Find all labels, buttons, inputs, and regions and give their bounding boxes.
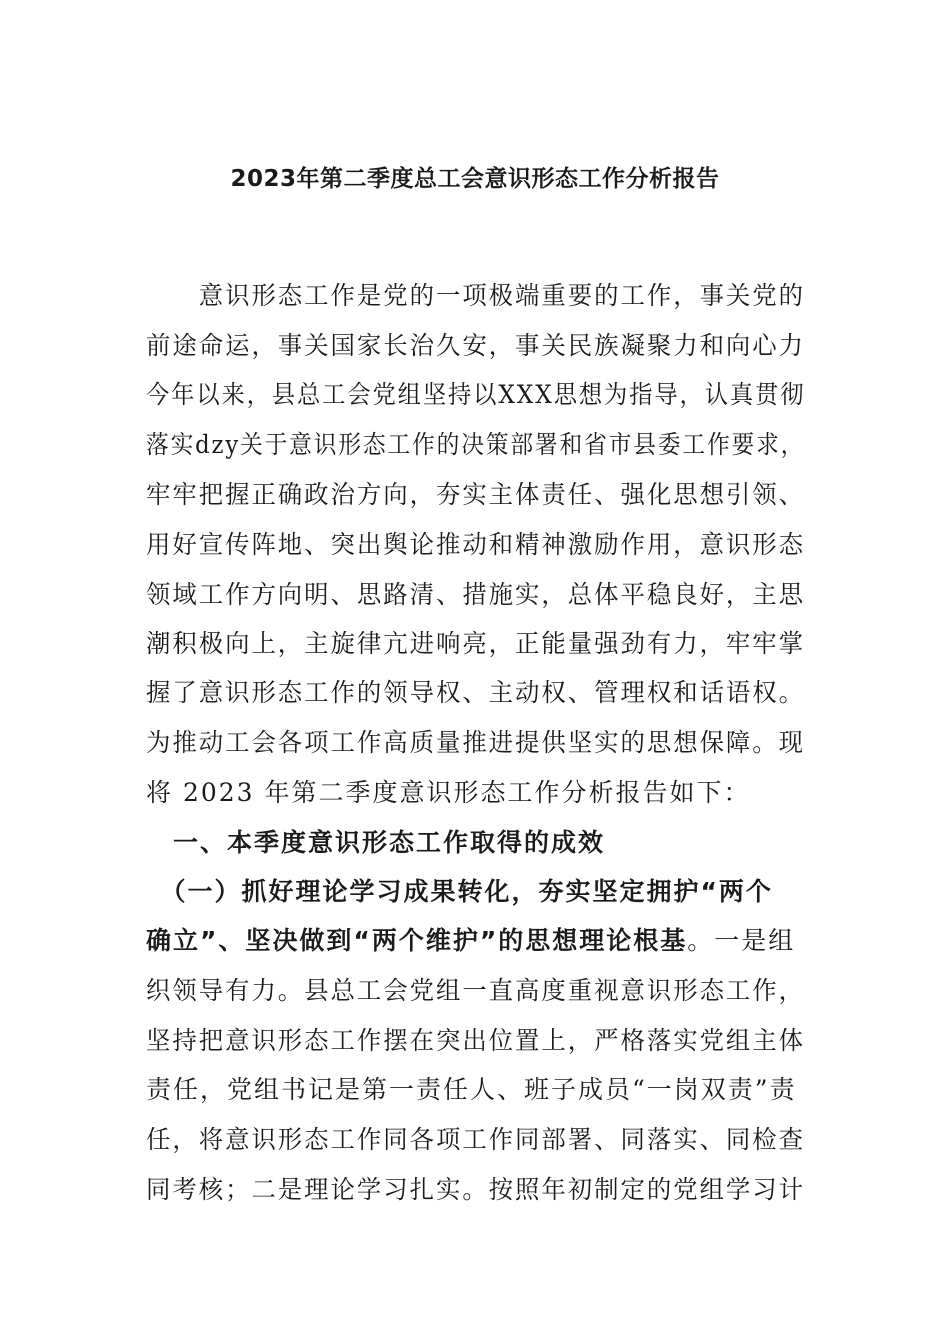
paragraph-line: 坚持把意识形态工作摆在突出位置上，严格落实党组主体 [146,1026,806,1055]
paragraph-line: 用好宣传阵地、突出舆论推动和精神激励作用，意识形态 [146,530,806,559]
document-title: 2023年第二季度总工会意识形态工作分析报告 [230,166,720,192]
section-heading: 一、本季度意识形态工作取得的成效 [146,828,606,857]
paragraph-line: 任，将意识形态工作同各项工作同部署、同落实、同检查 [146,1125,806,1154]
paragraph-line: 意识形态工作是党的一项极端重要的工作，事关党的 [146,281,806,310]
paragraph-line: 将 2023 年第二季度意识形态工作分析报告如下： [146,778,751,807]
paragraph-line: 为推动工会各项工作高质量推进提供坚实的思想保障。现 [146,728,806,757]
paragraph-line: 同考核；二是理论学习扎实。按照年初制定的党组学习计 [146,1175,806,1204]
paragraph-line: 牢牢把握正确政治方向，夯实主体责任、强化思想引领、 [146,480,806,509]
paragraph-line: 领域工作方向明、思路清、措施实，总体平稳良好，主思 [146,580,806,609]
paragraph-line: 织领导有力。县总工会党组一直高度重视意识形态工作， [146,976,806,1005]
paragraph-line: 责任，党组书记是第一责任人、班子成员“一岗双责”责 [146,1075,797,1104]
paragraph-line: 落实dzy关于意识形态工作的决策部署和省市县委工作要求， [146,430,806,459]
subsection-heading-continued: 确立”、坚决做到“两个维护”的思想理论根基 [146,926,688,955]
subsection-heading: （一）抓好理论学习成果转化，夯实坚定拥护“两个 [146,877,773,906]
paragraph-line: 潮积极向上，主旋律亢进响亮，正能量强劲有力，牢牢掌 [146,629,806,658]
paragraph-line: 握了意识形态工作的领导权、主动权、管理权和话语权。 [146,678,806,707]
paragraph-line: 今年以来，县总工会党组坚持以XXX思想为指导，认真贯彻 [146,380,806,409]
paragraph-line: 确立”、坚决做到“两个维护”的思想理论根基。一是组 [146,926,796,955]
paragraph-line: 前途命运，事关国家长治久安，事关民族凝聚力和向心力 [146,331,806,360]
